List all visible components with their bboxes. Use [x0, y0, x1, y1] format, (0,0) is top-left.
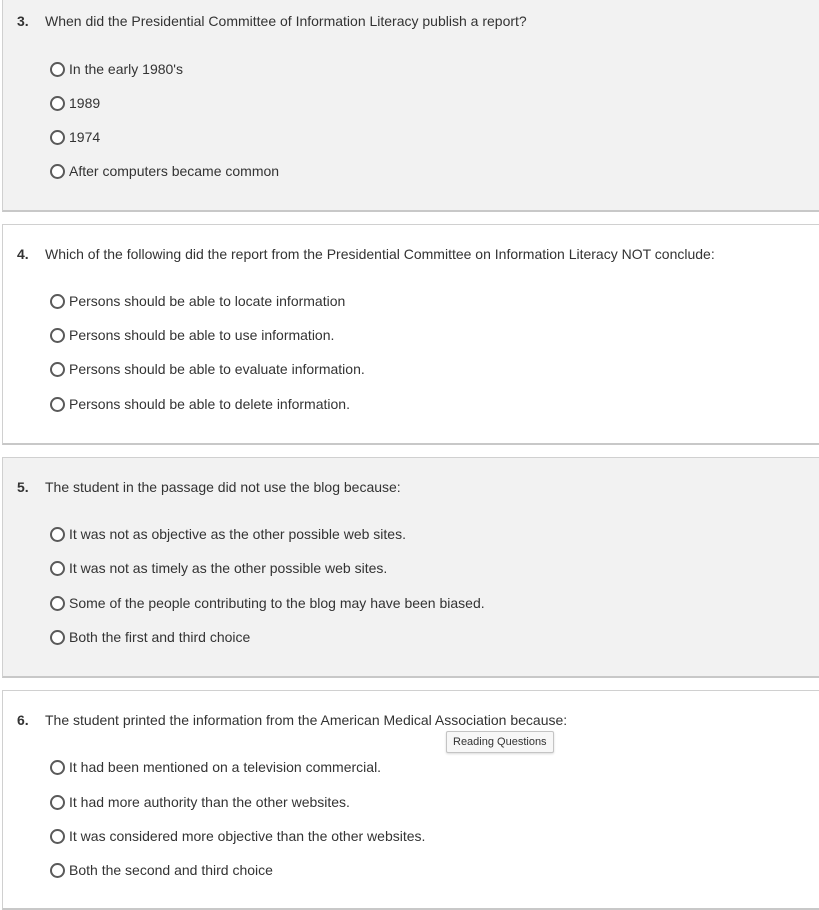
- question-text: When did the Presidential Committee of Information Literacy publish a report?: [45, 13, 527, 29]
- question-number: 5.: [17, 479, 29, 495]
- answer-option[interactable]: [50, 126, 100, 148]
- radio-button-icon[interactable]: [50, 130, 65, 145]
- radio-button-icon[interactable]: [50, 760, 65, 775]
- radio-button-icon[interactable]: [50, 527, 65, 542]
- answer-option[interactable]: [50, 290, 345, 312]
- answer-option[interactable]: [50, 592, 485, 614]
- option-label: It was not as timely as the other possible web sites.: [69, 560, 388, 576]
- question-3: [2, 0, 819, 212]
- question-number: 4.: [17, 246, 29, 262]
- radio-button-icon[interactable]: [50, 294, 65, 309]
- option-label: Persons should be able to evaluate information.: [69, 361, 365, 377]
- question-header: [17, 246, 715, 262]
- answer-option[interactable]: [50, 92, 100, 114]
- option-label: Both the first and third choice: [69, 629, 251, 645]
- radio-button-icon[interactable]: [50, 96, 65, 111]
- option-label: It was considered more objective than the other websites.: [69, 828, 426, 844]
- option-label: It was not as objective as the other possible web sites.: [69, 526, 406, 542]
- radio-button-icon[interactable]: [50, 328, 65, 343]
- answer-option[interactable]: [50, 825, 425, 847]
- answer-option[interactable]: [50, 791, 350, 813]
- option-label: 1974: [69, 129, 101, 145]
- question-text: The student in the passage did not use the blog because:: [45, 479, 401, 495]
- option-label: 1989: [69, 95, 101, 111]
- question-header: [17, 13, 527, 29]
- option-label: After computers became common: [69, 163, 280, 179]
- option-label: In the early 1980's: [69, 61, 183, 77]
- radio-button-icon[interactable]: [50, 164, 65, 179]
- radio-button-icon[interactable]: [50, 362, 65, 377]
- question-4: [2, 224, 819, 445]
- question-number: 3.: [17, 13, 29, 29]
- question-5: [2, 457, 819, 678]
- answer-option[interactable]: [50, 557, 387, 579]
- question-header: [17, 712, 567, 728]
- answer-option[interactable]: [50, 58, 183, 80]
- question-number: 6.: [17, 712, 29, 728]
- tooltip: Reading Questions: [446, 731, 554, 753]
- question-header: [17, 479, 401, 495]
- radio-button-icon[interactable]: [50, 863, 65, 878]
- option-label: Persons should be able to locate information: [69, 293, 346, 309]
- answer-option[interactable]: [50, 523, 406, 545]
- answer-option[interactable]: [50, 160, 279, 182]
- option-label: It had been mentioned on a television commercial.: [69, 759, 382, 775]
- answer-option[interactable]: [50, 393, 350, 415]
- option-label: Persons should be able to delete information.: [69, 396, 350, 412]
- answer-option[interactable]: [50, 626, 250, 648]
- radio-button-icon[interactable]: [50, 630, 65, 645]
- radio-button-icon[interactable]: [50, 829, 65, 844]
- radio-button-icon[interactable]: [50, 397, 65, 412]
- option-label: Some of the people contributing to the blog may have been biased.: [69, 595, 485, 611]
- option-label: Both the second and third choice: [69, 862, 273, 878]
- radio-button-icon[interactable]: [50, 561, 65, 576]
- question-text: The student printed the information from the American Medical Association because:: [45, 712, 568, 728]
- answer-option[interactable]: [50, 324, 334, 346]
- option-label: Persons should be able to use information.: [69, 327, 335, 343]
- answer-option[interactable]: [50, 859, 273, 881]
- radio-button-icon[interactable]: [50, 62, 65, 77]
- answer-option[interactable]: [50, 756, 381, 778]
- option-label: It had more authority than the other websites.: [69, 794, 350, 810]
- question-text: Which of the following did the report from the Presidential Committee on Information Literacy NOT conclude:: [45, 246, 715, 262]
- radio-button-icon[interactable]: [50, 596, 65, 611]
- radio-button-icon[interactable]: [50, 795, 65, 810]
- question-6: [2, 690, 819, 910]
- answer-option[interactable]: [50, 358, 365, 380]
